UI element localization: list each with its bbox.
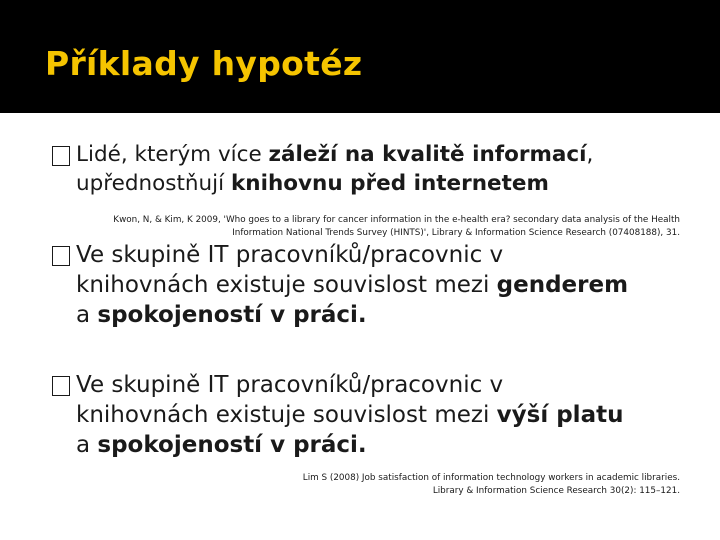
- bullet-2-part-3: spokojeností v práci.: [97, 302, 367, 328]
- bullet-2-part-1: genderem: [496, 272, 629, 298]
- citation-1-line-2: Information National Trends Survey (HINTS)', Library & Information Science Research (07408188), 31.: [232, 228, 680, 238]
- bullet-1-part-1: záleží na kvalitě informací: [268, 142, 587, 167]
- bullet-1: [50, 140, 700, 198]
- citation-2-line-1: Lim S (2008) Job satisfaction of information technology workers in academic libraries.: [302, 473, 680, 483]
- bullet-3-part-3: spokojeností v práci.: [97, 432, 367, 458]
- bullet-2-part-2: a: [76, 302, 98, 328]
- bullet-box-icon: [50, 140, 72, 169]
- citation-2-line-2: Library & Information Science Research 30(2): 115–121.: [432, 486, 680, 496]
- bullet-3: [50, 370, 630, 460]
- bullet-1-part-2: , upřednostňují: [76, 142, 594, 196]
- citation-1: [80, 214, 680, 240]
- bullet-3-part-1: výší platu: [496, 402, 624, 428]
- bullet-3-part-0: Ve skupině IT pracovníků/pracovnic v knihovnách existuje souvislost mezi: [76, 372, 504, 428]
- slide-title: Příklady hypotéz: [45, 44, 363, 83]
- bullet-box-icon: [50, 370, 72, 399]
- citation-1-line-1: Kwon, N, & Kim, K 2009, 'Who goes to a library for cancer information in the e-health era? secondary data analysis of the Health: [113, 215, 680, 225]
- bullet-2: [50, 240, 630, 330]
- bullet-2-part-0: Ve skupině IT pracovníků/pracovnic v knihovnách existuje souvislost mezi: [76, 242, 504, 298]
- citation-2: [240, 472, 680, 498]
- bullet-3-part-2: a: [76, 432, 98, 458]
- bullet-box-icon: [50, 240, 72, 269]
- bullet-1-part-0: Lidé, kterým více: [76, 142, 269, 167]
- bullet-1-part-3: knihovnu před internetem: [230, 171, 549, 196]
